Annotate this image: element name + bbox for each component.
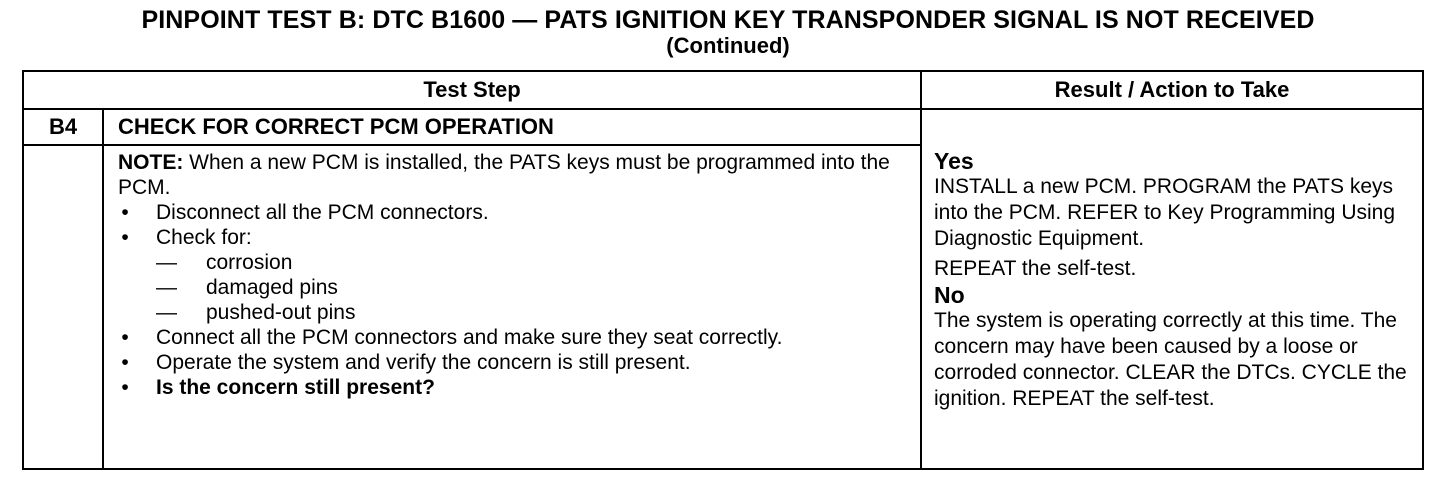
note-label: NOTE: <box>118 151 184 174</box>
check-item: damaged pins <box>206 276 338 299</box>
bullet-icon: • <box>121 326 129 349</box>
list-item <box>118 375 910 400</box>
step-id: B4 <box>23 109 103 145</box>
list-item <box>118 350 910 375</box>
note-text: When a new PCM is installed, the PATS keys must be programmed into the PCM. <box>118 151 890 199</box>
result-cell <box>921 109 1423 469</box>
list-item <box>118 200 910 225</box>
result-yes-text: INSTALL a new PCM. PROGRAM the PATS keys into the PCM. REFER to Key Programming Using Diagnostic Equipment. <box>934 175 1396 250</box>
bullet-icon: • <box>121 351 129 374</box>
header-test-step: Test Step <box>23 71 921 109</box>
check-item: corrosion <box>206 251 293 274</box>
step-id-spacer <box>23 145 103 469</box>
bullet-icon: • <box>121 226 129 249</box>
step-note <box>118 150 910 200</box>
list-item <box>118 325 910 350</box>
list-item <box>118 225 910 325</box>
page-title: PINPOINT TEST B: DTC B1600 — PATS IGNITION KEY TRANSPONDER SIGNAL IS NOT RECEIVED <box>141 6 1315 34</box>
list-item <box>156 250 910 275</box>
pinpoint-test-table <box>22 70 1424 470</box>
header-result-action: Result / Action to Take <box>921 71 1423 109</box>
dash-icon: — <box>156 276 177 299</box>
result-no-label: No <box>934 282 965 308</box>
check-item: pushed-out pins <box>206 301 356 324</box>
instruction-question: Is the concern still present? <box>156 376 435 399</box>
dash-icon: — <box>156 251 177 274</box>
list-item <box>156 300 910 325</box>
page-title-block <box>0 6 1456 58</box>
step-title-row <box>23 109 1423 145</box>
step-body <box>103 145 921 469</box>
bullet-icon: • <box>121 201 129 224</box>
result-yes-label: Yes <box>934 148 974 174</box>
bullet-icon: • <box>121 376 129 399</box>
result-yes-repeat: REPEAT the self-test. <box>934 257 1137 280</box>
list-item <box>156 275 910 300</box>
dash-icon: — <box>156 301 177 324</box>
page-subtitle: (Continued) <box>666 33 790 58</box>
instruction-operate: Operate the system and verify the concern is still present. <box>156 351 691 374</box>
result-no-text: The system is operating correctly at this time. The concern may have been caused by a loose or corroded connector. CLEAR the DTCs. CYCLE the ignition. REPEAT the self-test. <box>934 309 1407 410</box>
instruction-connect: Connect all the PCM connectors and make sure they seat correctly. <box>156 326 783 349</box>
table-header-row <box>23 71 1423 109</box>
instruction-disconnect: Disconnect all the PCM connectors. <box>156 201 489 224</box>
check-items-list <box>156 250 910 325</box>
instruction-check-for: Check for: <box>156 226 252 249</box>
step-instructions <box>118 200 910 400</box>
step-title: CHECK FOR CORRECT PCM OPERATION <box>103 109 921 145</box>
